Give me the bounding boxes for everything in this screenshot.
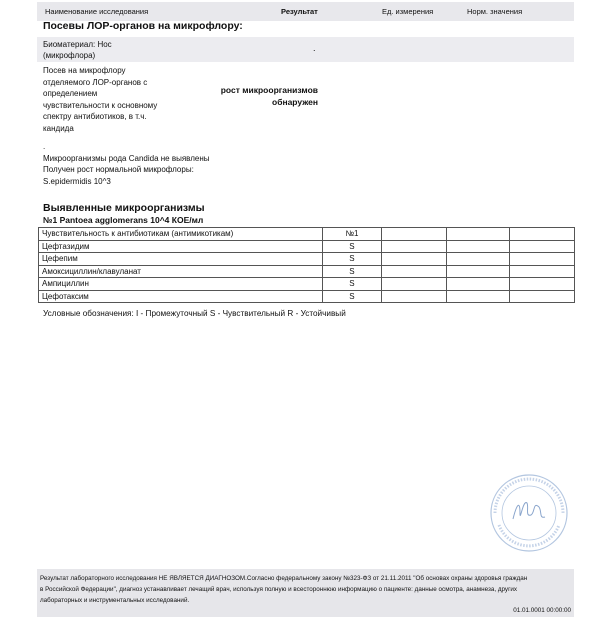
drug-name: Цефотаксим [39,290,323,303]
footer-code: 01.01.0001 00:00:00 [513,607,571,614]
test-result-line: рост микроорганизмов [220,85,318,95]
organism-column-header: №1 [322,228,382,241]
disclaimer-line: в Российской Федерации", диагноз устанавливает лечащий врач, используя полную и всестороннюю информацию о пациенте: данные осмотра, анамнеза, других [40,586,518,593]
norm-column-header: Норм. значения [467,7,523,16]
table-row [39,278,575,291]
test-name-line: спектру антибиотиков, в т.ч. [43,112,147,121]
drug-name: Цефтазидим [39,240,323,253]
table-row [39,253,575,266]
drug-name: Амоксициллин/клавуланат [39,265,323,278]
sensitivity-value: S [322,265,382,278]
drug-name: Ампициллин [39,278,323,291]
note-line: . [43,142,46,151]
test-name-line: чувствительности к основному [43,100,158,110]
test-name-line: определением [43,89,98,98]
drug-name: Цефепим [39,253,323,266]
result-column-header: Результат [281,7,318,16]
result-notes [43,141,210,187]
section-title: Посевы ЛОР-органов на микрофлору: [43,20,243,32]
table-row [39,265,575,278]
laboratory-stamp [489,473,569,553]
test-result-line: обнаружен [272,97,318,107]
name-column-header: Наименование исследования [45,7,149,16]
detected-title: Выявленные микроорганизмы [43,202,205,214]
test-name [43,65,193,134]
disclaimer-line: лабораторных и инструментальных исследований. [40,597,190,604]
antibiotic-table [38,227,575,303]
sensitivity-value: S [322,290,382,303]
signature-icon [513,503,545,519]
results-table-header [37,2,574,21]
note-line: S.epidermidis 10^3 [43,176,111,186]
sensitivity-value: S [322,253,382,266]
note-line: Микроорганизмы рода Candida не выявлены [43,153,210,163]
sensitivity-header: Чувствительность к антибиотикам (антимикотикам) [39,228,323,241]
biomaterial-type: (микрофлора) [43,51,96,60]
table-row [39,290,575,303]
organism-name: №1 Pantoea agglomerans 10^4 КОЕ/мл [43,215,204,225]
table-row [39,240,575,253]
sensitivity-value: S [322,278,382,291]
sensitivity-value: S [322,240,382,253]
disclaimer-line: Результат лабораторного исследования НЕ ЯВЛЯЕТСЯ ДИАГНОЗОМ.Согласно федеральному закону №323-ФЗ от 21.11.2011 "Об основах охраны здоровья граждан [40,575,528,582]
disclaimer-footer [37,569,574,617]
test-name-line: кандида [43,123,74,133]
test-result [196,84,318,108]
biomaterial-label: Биоматериал: Нос [43,40,112,49]
note-line: Получен рост нормальной микрофлоры: [43,165,194,174]
test-name-line: Посев на микрофлору [43,66,126,75]
biomaterial-result: . [313,43,316,53]
legend: Условные обозначения: I - Промежуточный S - Чувствительный R - Устойчивый [43,309,346,318]
test-name-line: отделяемого ЛОР-органов с [43,77,148,87]
biomaterial-row [37,37,574,62]
units-column-header: Ед. измерения [382,7,434,16]
antibiotic-table-header [39,228,575,241]
